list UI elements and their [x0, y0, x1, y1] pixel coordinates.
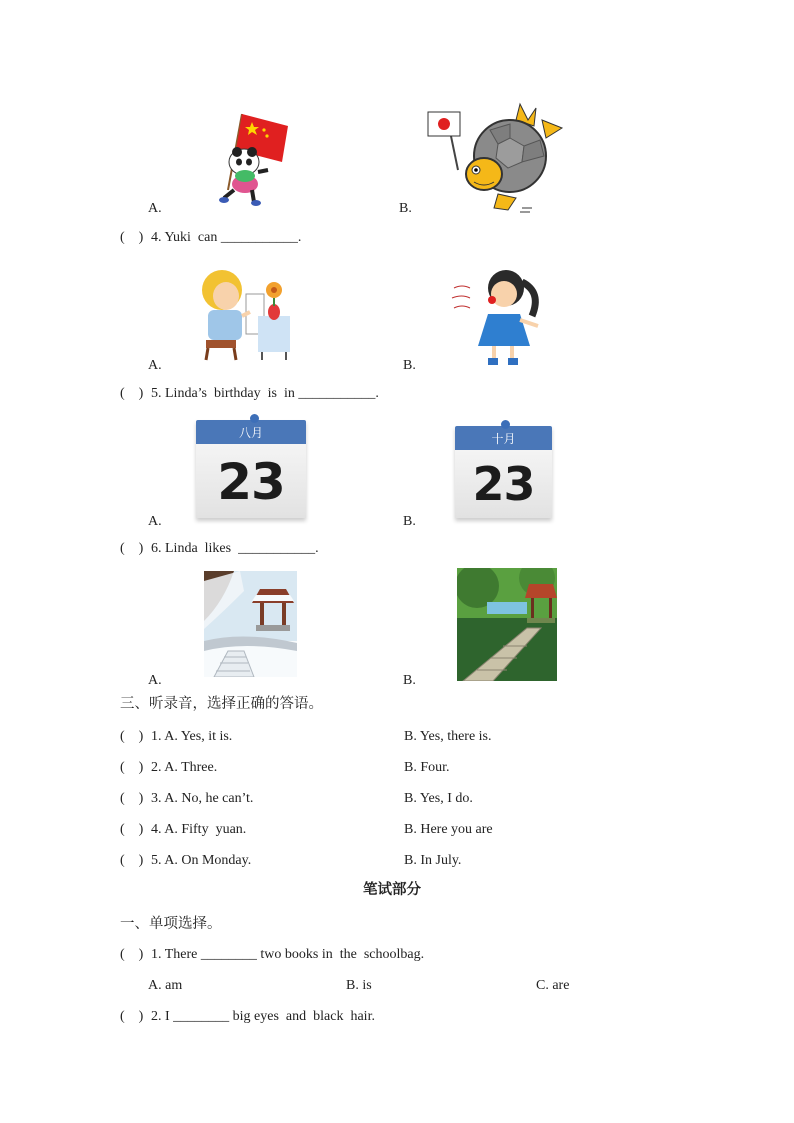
s3-item2-option-a: 2. A. Three.	[151, 760, 218, 775]
q3-option-b-label: B.	[399, 201, 412, 216]
w-q1-paren[interactable]: ( )	[120, 947, 144, 962]
calendar-b-day: 23	[472, 457, 535, 511]
written-section1-title: 一、单项选择。	[120, 916, 222, 932]
q5-answer-paren[interactable]: ( )	[120, 386, 144, 401]
summer-pavilion-image	[457, 568, 557, 681]
w-q1-option-a: A. am	[148, 978, 183, 993]
winter-pavilion-image	[204, 571, 297, 677]
calendar-a-day: 23	[217, 453, 285, 511]
q6-option-a-label: A.	[148, 673, 162, 688]
w-q2-paren[interactable]: ( )	[120, 1009, 144, 1024]
boy-drawing-image	[196, 264, 296, 362]
s3-item3-option-a: 3. A. No, he can’t.	[151, 791, 254, 806]
q6-answer-paren[interactable]: ( )	[120, 541, 144, 556]
s3-item3-paren[interactable]: ( )	[120, 791, 144, 806]
q5-option-b-label: B.	[403, 514, 416, 529]
q4-option-a-label: A.	[148, 358, 162, 373]
section3-title: 三、听录音，选择正确的答语。	[120, 696, 323, 712]
s3-item1-option-b: B. Yes, there is.	[404, 729, 492, 744]
q6-option-b-label: B.	[403, 673, 416, 688]
pin-icon	[501, 420, 510, 429]
s3-item1-option-a: 1. A. Yes, it is.	[151, 729, 233, 744]
calendar-august-23	[196, 420, 306, 518]
pin-icon	[250, 414, 259, 423]
w-q2-text: 2. I ________ big eyes and black hair.	[151, 1009, 375, 1024]
calendar-a-month: 八月	[196, 420, 306, 444]
s3-item4-paren[interactable]: ( )	[120, 822, 144, 837]
q4-answer-paren[interactable]: ( )	[120, 230, 144, 245]
calendar-october-23	[455, 426, 552, 518]
q6-text: 6. Linda likes ___________.	[151, 541, 319, 556]
turtle-flag-image	[424, 98, 566, 214]
q4-text: 4. Yuki can ___________.	[151, 230, 302, 245]
s3-item5-option-b: B. In July.	[404, 853, 462, 868]
q3-option-a-label: A.	[148, 201, 162, 216]
s3-item2-option-b: B. Four.	[404, 760, 450, 775]
panda-flag-image	[212, 110, 292, 208]
w-q1-option-c: C. are	[536, 978, 570, 993]
calendar-b-month: 十月	[455, 426, 552, 450]
w-q1-text: 1. There ________ two books in the schoolbag.	[151, 947, 425, 962]
s3-item4-option-a: 4. A. Fifty yuan.	[151, 822, 247, 837]
s3-item3-option-b: B. Yes, I do.	[404, 791, 473, 806]
s3-item2-paren[interactable]: ( )	[120, 760, 144, 775]
q5-option-a-label: A.	[148, 514, 162, 529]
w-q1-option-b: B. is	[346, 978, 372, 993]
s3-item5-paren[interactable]: ( )	[120, 853, 144, 868]
s3-item4-option-b: B. Here you are	[404, 822, 493, 837]
written-part-title: 笔试部分	[363, 882, 421, 898]
girl-blowing-image	[448, 262, 550, 368]
s3-item5-option-a: 5. A. On Monday.	[151, 853, 252, 868]
q4-option-b-label: B.	[403, 358, 416, 373]
s3-item1-paren[interactable]: ( )	[120, 729, 144, 744]
q5-text: 5. Linda’s birthday is in ___________.	[151, 386, 379, 401]
